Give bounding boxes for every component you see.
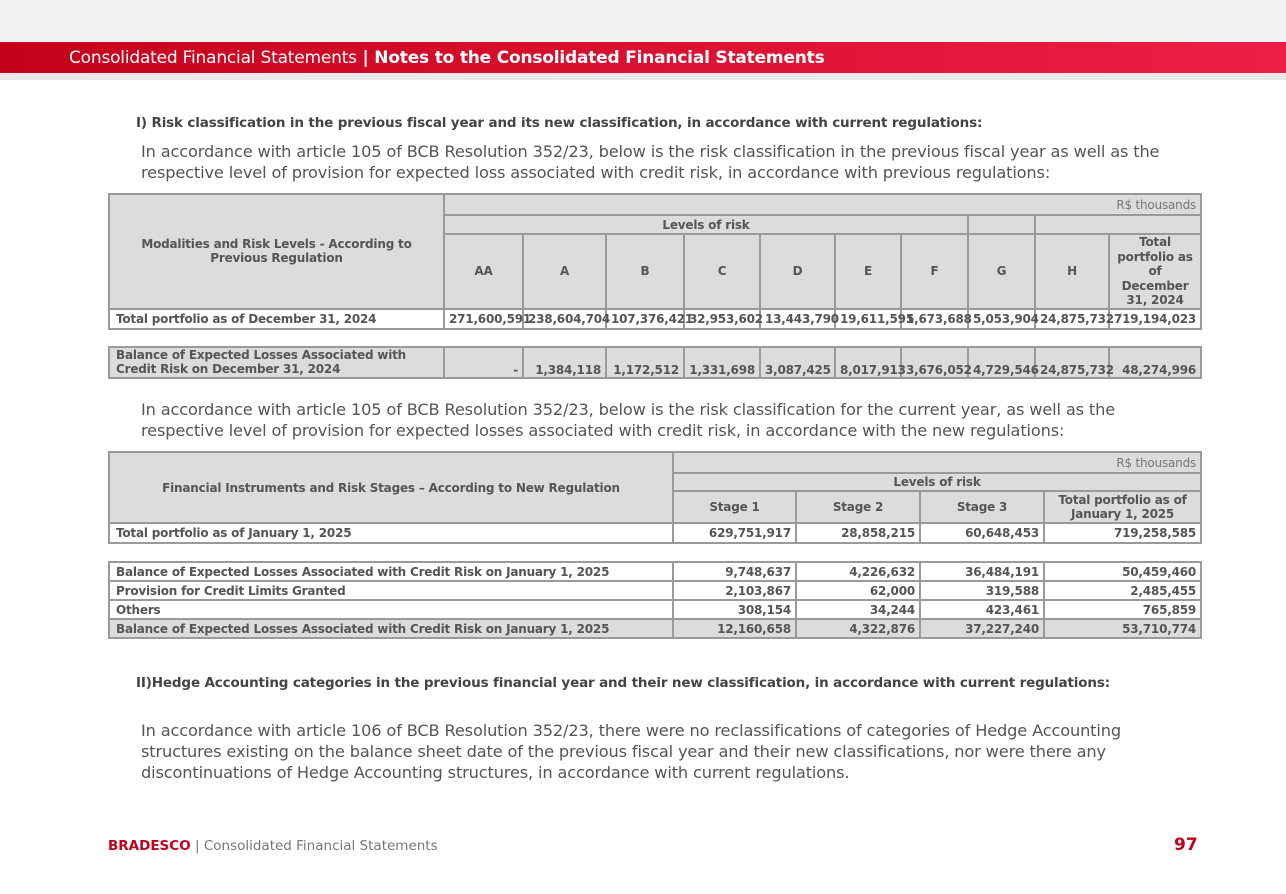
table2-cell: 53,710,774 <box>1044 619 1201 638</box>
table2-cell: 60,648,453 <box>920 523 1044 543</box>
header-separator: | <box>356 48 375 68</box>
table2-cell: 4,226,632 <box>796 562 920 581</box>
table1-spacer <box>109 329 1201 347</box>
table2-cell: 4,322,876 <box>796 619 920 638</box>
section2-heading: II)Hedge Accounting categories in the previous financial year and their new classification, in accordance with current regulations: <box>136 675 1110 691</box>
table2-cell: 629,751,917 <box>673 523 796 543</box>
table2-cell: 50,459,460 <box>1044 562 1201 581</box>
table2-cell: 319,588 <box>920 581 1044 600</box>
table2-cell: 2,103,867 <box>673 581 796 600</box>
top-strip <box>0 0 1286 42</box>
table2-unit: R$ thousands <box>673 452 1201 473</box>
table2-row-label: Balance of Expected Losses Associated with Credit Risk on January 1, 2025 <box>109 619 673 638</box>
table1-cell: 5,053,904 <box>968 309 1035 329</box>
table2-cell: 36,484,191 <box>920 562 1044 581</box>
table1-col-header-total: Total portfolio as of December 31, 2024 <box>1109 234 1201 309</box>
table1-cell: - <box>444 347 523 378</box>
banner-shadow <box>0 73 1286 80</box>
table2-group-header: Levels of risk <box>673 473 1201 491</box>
table-row <box>109 562 1201 581</box>
footer-brand: BRADESCO <box>108 838 191 854</box>
table1-row-header: Modalities and Risk Levels - According to Previous Regulation <box>109 194 444 309</box>
table2-col-header-total: Total portfolio as of January 1, 2025 <box>1044 491 1201 523</box>
header-banner <box>0 42 1286 73</box>
table1-cell: 19,611,591 <box>835 309 901 329</box>
header-title <box>69 48 825 68</box>
table1-col-header: F <box>901 234 968 309</box>
table1-cell: 13,443,790 <box>760 309 835 329</box>
table2-cell: 308,154 <box>673 600 796 619</box>
table-row <box>109 619 1201 638</box>
table1-group-header: Levels of risk <box>444 215 968 234</box>
header-title-part1: Consolidated Financial Statements <box>69 48 357 68</box>
table-spacer <box>109 329 1201 347</box>
section2-paragraph: In accordance with article 106 of BCB Resolution 352/23, there were no reclassifications of categories of Hedge Accounting structures existing on the balance sheet date of the previous fiscal year and their new classifications, nor were there any discontinuations of Hedge Accounting structures, in accordance with current regulations. <box>141 721 1121 782</box>
table1-cell: 1,331,698 <box>684 347 760 378</box>
table1-col-header: B <box>606 234 684 309</box>
header-title-part2: Notes to the Consolidated Financial Statements <box>374 48 825 68</box>
table2-col-header: Stage 2 <box>796 491 920 523</box>
table2-cell: 28,858,215 <box>796 523 920 543</box>
table1-cell: 8,017,913 <box>835 347 901 378</box>
table1-cell: 271,600,591 <box>444 309 523 329</box>
table2-row-header: Financial Instruments and Risk Stages – According to New Regulation <box>109 452 673 523</box>
table1-cell: 4,729,546 <box>968 347 1035 378</box>
section1-paragraph2: In accordance with article 105 of BCB Resolution 352/23, below is the risk classification for the current year, as well as the respective level of provision for expected losses associated with credit risk, in accordance with the new regulations: <box>141 400 1115 440</box>
footer-separator: | <box>190 838 204 854</box>
table1-cell: 32,953,602 <box>684 309 760 329</box>
table1-row-label: Balance of Expected Losses Associated with Credit Risk on December 31, 2024 <box>109 347 444 378</box>
table1-cell: 1,172,512 <box>606 347 684 378</box>
table-row <box>109 347 1201 378</box>
table1-cell: 3,087,425 <box>760 347 835 378</box>
table1-col-header: H <box>1035 234 1109 309</box>
table2-cell: 719,258,585 <box>1044 523 1201 543</box>
risk-classification-table-new <box>108 451 1202 639</box>
table2-col-header: Stage 1 <box>673 491 796 523</box>
table1-cell: 24,875,732 <box>1035 309 1109 329</box>
section1-paragraph1: In accordance with article 105 of BCB Resolution 352/23, below is the risk classification in the previous fiscal year as well as the respective level of provision for expected loss associated with credit risk, in accordance with previous regulations: <box>141 142 1160 182</box>
table2-cell: 2,485,455 <box>1044 581 1201 600</box>
risk-classification-table-previous <box>108 193 1202 379</box>
footer-subtitle: Consolidated Financial Statements <box>203 838 438 854</box>
table-row <box>109 309 1201 329</box>
table1-col-header: AA <box>444 234 523 309</box>
table2-row-label: Provision for Credit Limits Granted <box>109 581 673 600</box>
table1-cell: 3,676,052 <box>901 347 968 378</box>
table-row <box>109 600 1201 619</box>
table1-col-header: C <box>684 234 760 309</box>
table1-group-blank <box>968 215 1035 234</box>
table2-spacer <box>109 543 1201 562</box>
table2-cell: 9,748,637 <box>673 562 796 581</box>
table-row <box>109 523 1201 543</box>
table1-cell: 107,376,421 <box>606 309 684 329</box>
table1-cell: 24,875,732 <box>1035 347 1109 378</box>
table2-row-label: Balance of Expected Losses Associated with Credit Risk on January 1, 2025 <box>109 562 673 581</box>
table2-col-header: Stage 3 <box>920 491 1044 523</box>
table1-col-header: A <box>523 234 606 309</box>
table1-cell: 238,604,704 <box>523 309 606 329</box>
table-spacer <box>109 543 1201 562</box>
table2-cell: 62,000 <box>796 581 920 600</box>
table2-cell: 12,160,658 <box>673 619 796 638</box>
table2-row-label: Others <box>109 600 673 619</box>
footer-left <box>108 838 438 854</box>
table2-row-label: Total portfolio as of January 1, 2025 <box>109 523 673 543</box>
table1-cell: 5,673,688 <box>901 309 968 329</box>
table-row <box>109 581 1201 600</box>
table1-cell: 48,274,996 <box>1109 347 1201 378</box>
table1-unit: R$ thousands <box>444 194 1201 215</box>
table2-cell: 34,244 <box>796 600 920 619</box>
table1-row-label: Total portfolio as of December 31, 2024 <box>109 309 444 329</box>
table1-col-header: D <box>760 234 835 309</box>
section1-heading: I) Risk classification in the previous fiscal year and its new classification, in accordance with current regulations: <box>136 115 983 131</box>
table2-cell: 423,461 <box>920 600 1044 619</box>
table1-cell: 719,194,023 <box>1109 309 1201 329</box>
table1-col-header: G <box>968 234 1035 309</box>
table2-cell: 765,859 <box>1044 600 1201 619</box>
table2-cell: 37,227,240 <box>920 619 1044 638</box>
table1-col-header: E <box>835 234 901 309</box>
table1-cell: 1,384,118 <box>523 347 606 378</box>
page-number: 97 <box>1174 835 1198 855</box>
table1-group-blank <box>1035 215 1201 234</box>
